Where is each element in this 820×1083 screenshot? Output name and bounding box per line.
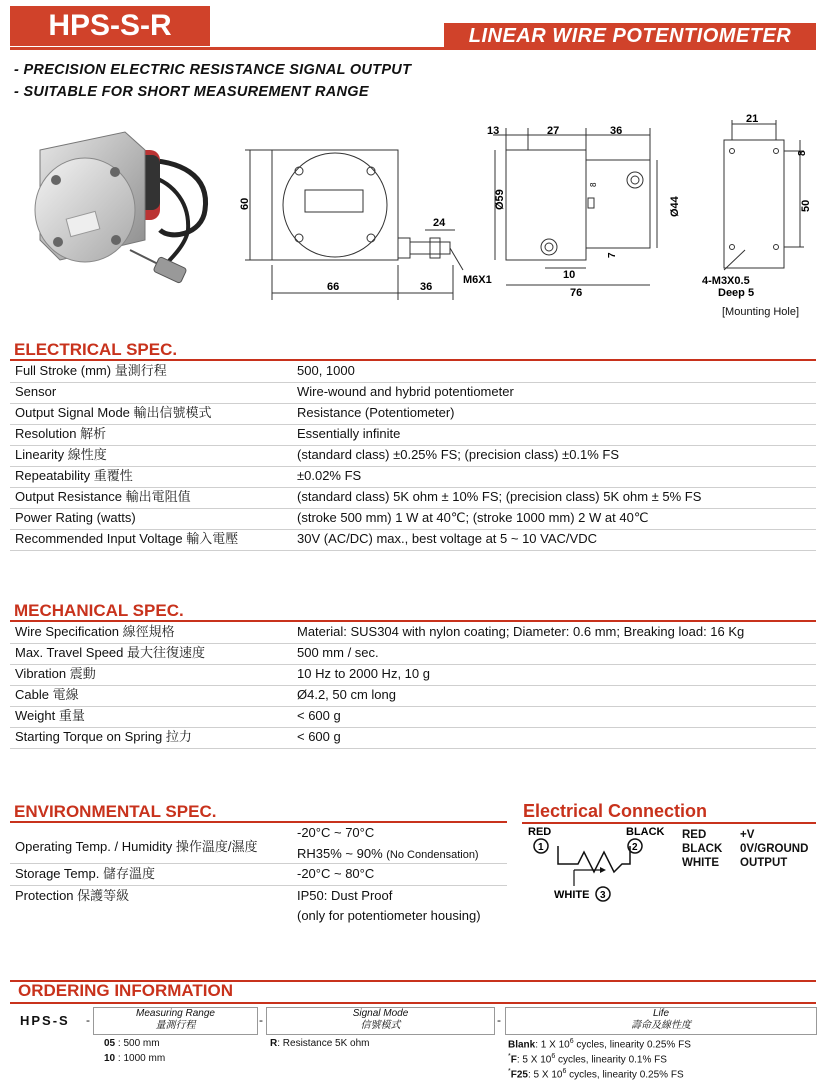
dim-side-d5: 76 <box>570 287 583 299</box>
ordering-dash-1: - <box>86 1013 90 1027</box>
life-mark: * <box>508 1068 511 1075</box>
range-desc: : 1000 mm <box>115 1053 166 1064</box>
mechanical-label-en: Wire Specification <box>15 624 120 639</box>
ordering-prefix: HPS-S <box>20 1013 70 1028</box>
life-exponent: 6 <box>551 1053 556 1060</box>
electrical-label-en: Power Rating (watts) <box>15 510 136 525</box>
dim-side-d6: 7 <box>607 252 618 258</box>
life-option <box>508 1068 684 1080</box>
electrical-value: Resistance (Potentiometer) <box>297 405 455 420</box>
mechanical-label-en: Weight <box>15 708 56 723</box>
side-view-drawing <box>475 120 690 305</box>
front-view-drawing <box>235 130 492 305</box>
dim-side-d3: 36 <box>610 125 623 137</box>
env-st-label: Storage Temp. <box>15 866 100 881</box>
electrical-row <box>10 361 816 383</box>
dim-mount-hole: 4-M3X0.5 <box>702 275 750 287</box>
life-desc-a: : 5 X 10 <box>527 1069 563 1081</box>
electrical-row <box>10 529 816 551</box>
mechanical-row <box>10 685 816 707</box>
mechanical-label-zh: 最大往復速度 <box>127 645 206 660</box>
range-desc: : 500 mm <box>115 1038 160 1049</box>
dim-front-thread: M6X1 <box>463 274 492 286</box>
mechanical-label <box>15 706 85 726</box>
electrical-value: (stroke 500 mm) 1 W at 40℃; (stroke 1000 mm) 2 W at 40℃ <box>297 510 649 525</box>
electrical-label <box>15 466 133 486</box>
electrical-label <box>15 529 238 549</box>
wire-red-number: 1 <box>538 842 544 853</box>
life-option <box>508 1053 667 1065</box>
legend-signal: OUTPUT <box>740 857 788 869</box>
env-op-note: (No Condensation) <box>386 849 479 861</box>
mechanical-value: Ø4.2, 50 cm long <box>297 687 396 702</box>
dim-side-dia1: Ø59 <box>494 189 506 210</box>
electrical-row <box>10 508 816 530</box>
box-range-zh: 量測行程 <box>155 1020 196 1031</box>
env-pr-val1: IP50: Dust Proof <box>297 888 393 903</box>
env-row-storage <box>10 864 507 886</box>
ordering-box-life <box>505 1007 817 1035</box>
electrical-label-en: Output Resistance <box>15 489 122 504</box>
legend-wire: WHITE <box>682 857 720 869</box>
electrical-label-en: Output Signal Mode <box>15 405 130 420</box>
life-desc-b: cycles, linearity 0.1% FS <box>555 1054 667 1066</box>
electrical-label <box>15 445 107 465</box>
mechanical-value: < 600 g <box>297 708 341 723</box>
mechanical-label <box>15 685 79 705</box>
env-op-val1: -20°C ~ 70°C <box>297 825 375 840</box>
mechanical-value: < 600 g <box>297 729 341 744</box>
range-option <box>104 1053 165 1064</box>
electrical-value: 30V (AC/DC) max., best voltage at 5 ~ 10 VAC/VDC <box>297 531 597 546</box>
env-st-zh: 儲存溫度 <box>102 866 155 881</box>
electrical-row <box>10 382 816 404</box>
electrical-label <box>15 403 212 423</box>
env-row-protection <box>10 886 507 928</box>
dim-front-w3: 24 <box>433 217 446 229</box>
electrical-title: ELECTRICAL SPEC. <box>14 340 178 359</box>
life-code: F <box>510 1054 517 1066</box>
ordering-dash-2: - <box>259 1013 263 1027</box>
mechanical-title: MECHANICAL SPEC. <box>14 601 184 620</box>
mechanical-label-en: Starting Torque on Spring <box>15 729 163 744</box>
mechanical-value: Material: SUS304 with nylon coating; Diameter: 0.6 mm; Breaking load: 16 Kg <box>297 624 745 639</box>
life-code: F25 <box>510 1069 528 1081</box>
mechanical-row <box>10 727 816 749</box>
dim-mount-h1: 8 <box>797 150 808 156</box>
electrical-label-zh: 重覆性 <box>93 468 133 483</box>
mechanical-row <box>10 622 816 644</box>
mechanical-label-en: Max. Travel Speed <box>15 645 124 660</box>
ordering-box-range <box>93 1007 258 1035</box>
electrical-label <box>15 424 106 444</box>
ordering-dash-3: - <box>497 1013 501 1027</box>
signal-option <box>270 1038 370 1049</box>
legend-wire: BLACK <box>682 843 723 855</box>
env-op-label: Operating Temp. / Humidity <box>15 839 173 854</box>
life-desc-b: cycles, linearity 0.25% FS <box>573 1039 691 1051</box>
electrical-label <box>15 487 191 507</box>
product-title: LINEAR WIRE POTENTIOMETER <box>444 23 816 50</box>
electrical-label <box>15 382 56 402</box>
electrical-row <box>10 445 816 467</box>
electrical-label <box>15 361 167 381</box>
connection-title: Electrical Connection <box>523 801 708 821</box>
mechanical-label-zh: 拉力 <box>165 729 192 744</box>
mechanical-label <box>15 622 175 642</box>
ordering-title: ORDERING INFORMATION <box>18 981 234 1000</box>
box-life-en: Life <box>652 1008 670 1019</box>
electrical-label-zh: 解析 <box>80 426 107 441</box>
electrical-label-zh: 量測行程 <box>114 363 167 378</box>
env-op-zh: 操作溫度/濕度 <box>175 839 258 854</box>
life-desc-a: : 5 X 10 <box>516 1054 552 1066</box>
dim-mount-w: 21 <box>746 113 759 125</box>
electrical-label-zh: 輸入電壓 <box>186 531 239 546</box>
mechanical-row <box>10 664 816 686</box>
electrical-label-en: Repeatability <box>15 468 91 483</box>
mechanical-row <box>10 706 816 728</box>
dim-side-d2: 27 <box>547 125 560 137</box>
dim-side-d1: 13 <box>487 125 500 137</box>
electrical-label-zh: 輸出信號模式 <box>133 405 212 420</box>
electrical-label-en: Resolution <box>15 426 77 441</box>
life-desc-a: : 1 X 10 <box>535 1039 570 1051</box>
mechanical-label-en: Cable <box>15 687 49 702</box>
electrical-row <box>10 424 816 446</box>
electrical-value: (standard class) 5K ohm ± 10% FS; (precision class) 5K ohm ± 5% FS <box>297 489 702 504</box>
mechanical-label-en: Vibration <box>15 666 67 681</box>
electrical-label-zh: 輸出電阻值 <box>125 489 191 504</box>
ordering-box-signal <box>266 1007 495 1035</box>
electrical-row <box>10 487 816 509</box>
mechanical-row <box>10 643 816 665</box>
range-code: 10 <box>104 1053 116 1064</box>
env-op-val2: RH35% ~ 90% <box>297 846 383 861</box>
life-exponent: 6 <box>569 1038 574 1045</box>
legend-signal: +V <box>740 829 755 841</box>
electrical-value: 500, 1000 <box>297 363 355 378</box>
box-signal-zh: 信號模式 <box>360 1020 401 1031</box>
box-signal-en: Signal Mode <box>352 1008 409 1019</box>
signal-code: R <box>270 1038 278 1049</box>
wire-red-label: RED <box>528 826 552 838</box>
electrical-value: ±0.02% FS <box>297 468 362 483</box>
electrical-value: Wire-wound and hybrid potentiometer <box>297 384 514 399</box>
life-code: Blank <box>508 1039 536 1051</box>
environmental-title: ENVIRONMENTAL SPEC. <box>14 802 217 821</box>
mechanical-label <box>15 643 205 663</box>
model-title: HPS-S-R <box>10 6 210 46</box>
dim-side-d7: 8 <box>589 182 598 187</box>
mounting-hole-drawing <box>700 110 818 300</box>
env-pr-zh: 保護等級 <box>77 888 130 903</box>
mechanical-label-zh: 震動 <box>69 666 96 681</box>
feature-2: - SUITABLE FOR SHORT MEASUREMENT RANGE <box>14 84 369 100</box>
life-exponent: 6 <box>562 1068 567 1075</box>
mechanical-label-zh: 電線 <box>52 687 79 702</box>
mechanical-label-zh: 重量 <box>58 708 85 723</box>
electrical-label-en: Sensor <box>15 384 57 399</box>
electrical-label-zh: 線性度 <box>67 447 107 462</box>
box-range-en: Measuring Range <box>136 1008 215 1019</box>
electrical-value: Essentially infinite <box>297 426 401 441</box>
range-option <box>104 1038 160 1049</box>
product-photo <box>20 120 220 300</box>
signal-desc: : Resistance 5K ohm <box>277 1038 370 1049</box>
mechanical-label <box>15 727 192 747</box>
dim-mount-depth: Deep 5 <box>718 287 755 299</box>
electrical-label-en: Recommended Input Voltage <box>15 531 183 546</box>
env-pr-val2: (only for potentiometer housing) <box>297 908 481 923</box>
range-code: 05 <box>104 1038 116 1049</box>
dim-mount-h2: 50 <box>800 199 812 212</box>
dim-side-dia2: Ø44 <box>669 196 681 217</box>
legend-signal: 0V/GROUND <box>740 843 809 855</box>
dim-front-w2: 36 <box>420 281 433 293</box>
box-life-zh: 壽命及線性度 <box>631 1020 691 1031</box>
wire-black-label: BLACK <box>626 826 665 838</box>
life-desc-b: cycles, linearity 0.25% FS <box>566 1069 684 1081</box>
wiring-diagram <box>522 824 672 904</box>
electrical-row <box>10 466 816 488</box>
feature-1: - PRECISION ELECTRIC RESISTANCE SIGNAL OUTPUT <box>14 62 412 78</box>
wire-white-number: 3 <box>600 890 606 901</box>
electrical-row <box>10 403 816 425</box>
dim-side-d4: 10 <box>563 269 576 281</box>
mechanical-label <box>15 664 96 684</box>
electrical-label-en: Linearity <box>15 447 65 462</box>
env-pr-label: Protection <box>15 888 74 903</box>
env-st-val: -20°C ~ 80°C <box>297 866 375 881</box>
life-mark: * <box>508 1053 511 1060</box>
env-row-operating <box>10 823 507 864</box>
electrical-label <box>15 508 136 528</box>
mounting-caption: [Mounting Hole] <box>722 306 800 318</box>
wire-white-label: WHITE <box>554 889 590 901</box>
life-option <box>508 1038 691 1050</box>
electrical-label-en: Full Stroke (mm) <box>15 363 112 378</box>
mechanical-value: 10 Hz to 2000 Hz, 10 g <box>297 666 430 681</box>
legend-wire: RED <box>682 829 707 841</box>
mechanical-label-zh: 線徑規格 <box>122 624 175 639</box>
mechanical-value: 500 mm / sec. <box>297 645 379 660</box>
dim-front-w1: 66 <box>327 281 340 293</box>
dim-front-height: 60 <box>239 197 251 210</box>
wire-black-number: 2 <box>632 842 638 853</box>
electrical-value: (standard class) ±0.25% FS; (precision class) ±0.1% FS <box>297 447 620 462</box>
